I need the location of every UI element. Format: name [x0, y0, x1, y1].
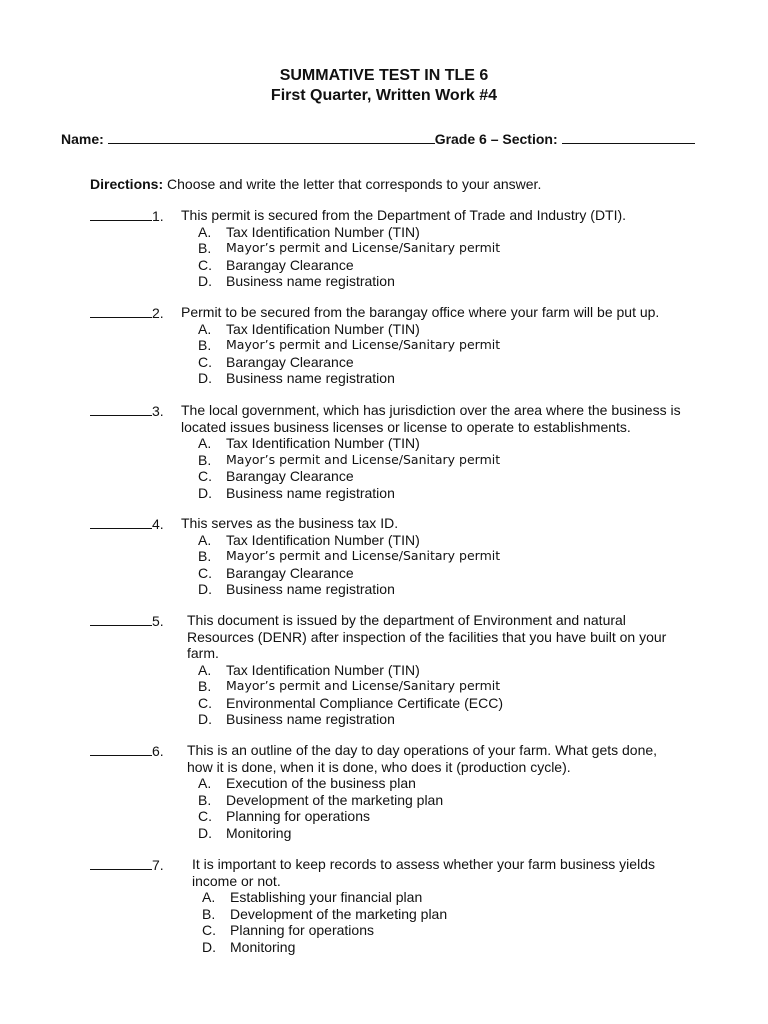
option-text: Barangay Clearance: [226, 353, 354, 370]
option-letter: A.: [198, 775, 212, 791]
question-number: [90, 304, 164, 322]
option-text: Environmental Compliance Certificate (ECC): [226, 694, 503, 711]
option-letter: D.: [198, 824, 212, 841]
question-stem: [192, 856, 702, 889]
option-letter: B.: [198, 791, 212, 808]
question-stem: [181, 207, 691, 224]
option-text: Mayor’s permit and License/Sanitary permit: [226, 451, 501, 467]
question-stem-line: income or not.: [192, 872, 281, 889]
option-text: Barangay Clearance: [226, 564, 354, 581]
directions-text: Choose and write the letter that corresponds to your answer.: [167, 176, 542, 192]
option-letter: A.: [202, 889, 216, 905]
question-number-label: 7.: [152, 857, 164, 873]
option-letter: B.: [198, 451, 212, 468]
option-text: Mayor’s permit and License/Sanitary permit: [226, 240, 501, 255]
option-text: Barangay Clearance: [226, 468, 354, 484]
option-letter: C.: [198, 694, 212, 711]
option-letter: D.: [202, 938, 216, 955]
option-letter: A.: [198, 531, 212, 548]
grade-section-label: Grade 6 – Section:: [434, 131, 558, 147]
option-text: Business name registration: [226, 711, 395, 727]
answer-blank[interactable]: [90, 402, 152, 416]
option-letter: C.: [198, 808, 212, 824]
option-text: Barangay Clearance: [226, 256, 354, 273]
option-letter: C.: [202, 922, 216, 938]
question-number: [90, 402, 164, 420]
section-blank[interactable]: [562, 130, 695, 144]
answer-blank[interactable]: [90, 856, 152, 870]
question-stem: [181, 402, 691, 435]
name-label: Name:: [61, 131, 104, 147]
question-number-label: 4.: [152, 516, 164, 532]
question-stem: [181, 304, 691, 321]
question-number: [90, 856, 164, 874]
directions: [90, 176, 541, 192]
option-text: Mayor’s permit and License/Sanitary permit: [226, 678, 501, 693]
option-text: Tax Identification Number (TIN): [226, 435, 420, 451]
option-text: Monitoring: [230, 938, 296, 955]
option-letter: C.: [198, 256, 212, 273]
option-letter: A.: [198, 661, 212, 678]
option-text: Development of the marketing plan: [226, 791, 444, 808]
option-letter: A.: [198, 223, 212, 240]
question-number-label: 6.: [152, 743, 164, 759]
option-text: Tax Identification Number (TIN): [226, 223, 420, 240]
option-letter: D.: [198, 370, 212, 386]
question-stem-line: This permit is secured from the Department of Trade and Industry (DTI).: [181, 207, 627, 223]
option-text: Business name registration: [226, 484, 395, 501]
question-stem: [187, 742, 697, 775]
question-number-label: 3.: [152, 403, 164, 419]
question-number-label: 2.: [152, 305, 164, 321]
option-text: Planning for operations: [226, 808, 370, 824]
option-text: Monitoring: [226, 824, 292, 841]
option-letter: B.: [198, 678, 212, 694]
option-text: Mayor’s permit and License/Sanitary permit: [226, 337, 501, 352]
option-letter: D.: [198, 581, 212, 597]
option-text: Planning for operations: [230, 922, 374, 938]
question-number: [90, 742, 164, 760]
option-text: Establishing your financial plan: [230, 889, 423, 905]
answer-blank[interactable]: [90, 515, 152, 529]
question-stem-line: how it is done, when it is done, who does it (production cycle).: [187, 758, 571, 775]
option-letter: B.: [202, 905, 216, 922]
question-stem-line: located issues business licenses or license to operate to establishments.: [181, 418, 631, 435]
question-stem: [187, 612, 697, 662]
student-info-row: [61, 130, 695, 147]
question-number-label: 5.: [152, 613, 164, 629]
option-text: Business name registration: [226, 370, 395, 386]
option-letter: D.: [198, 273, 212, 289]
option-letter: C.: [198, 353, 212, 370]
question-stem-line: Resources (DENR) after inspection of the facilities that you have built on your: [187, 628, 667, 645]
option-letter: A.: [198, 320, 212, 337]
name-blank[interactable]: [108, 130, 435, 144]
test-subtitle: First Quarter, Written Work #4: [270, 87, 498, 104]
option-text: Business name registration: [226, 273, 395, 289]
question-stem-line: This serves as the business tax ID.: [181, 515, 399, 531]
option-letter: C.: [198, 468, 212, 484]
option-text: Tax Identification Number (TIN): [226, 661, 420, 678]
question-number-label: 1.: [152, 208, 164, 224]
option-text: Tax Identification Number (TIN): [226, 531, 420, 548]
question-stem-line: farm.: [187, 645, 219, 661]
answer-blank[interactable]: [90, 207, 152, 221]
option-text: Development of the marketing plan: [230, 905, 448, 922]
question-number: [90, 515, 164, 533]
question-stem-line: Permit to be secured from the barangay office where your farm will be put up.: [181, 304, 660, 320]
option-letter: C.: [198, 564, 212, 581]
option-text: Tax Identification Number (TIN): [226, 320, 420, 337]
answer-blank[interactable]: [90, 742, 152, 756]
directions-label: Directions:: [90, 176, 164, 192]
test-title: SUMMATIVE TEST IN TLE 6: [279, 67, 489, 84]
question-number: [90, 207, 164, 225]
question-stem-line: This document is issued by the department of Environment and natural: [187, 612, 626, 628]
option-letter: D.: [198, 711, 212, 727]
answer-blank[interactable]: [90, 612, 152, 626]
option-letter: B.: [198, 337, 212, 353]
option-text: Mayor’s permit and License/Sanitary permit: [226, 548, 501, 563]
option-letter: B.: [198, 240, 212, 256]
question-stem: [181, 515, 691, 532]
option-text: Business name registration: [226, 581, 395, 597]
question-number: [90, 612, 164, 630]
question-stem-line: It is important to keep records to assess whether your farm business yields: [192, 856, 655, 872]
question-stem-line: This is an outline of the day to day operations of your farm. What gets done,: [187, 742, 658, 758]
option-letter: D.: [198, 484, 212, 501]
option-letter: B.: [198, 548, 212, 564]
option-letter: A.: [198, 435, 212, 451]
question-stem-line: The local government, which has jurisdiction over the area where the business is: [181, 402, 681, 418]
option-text: Execution of the business plan: [226, 775, 416, 791]
answer-blank[interactable]: [90, 304, 152, 318]
